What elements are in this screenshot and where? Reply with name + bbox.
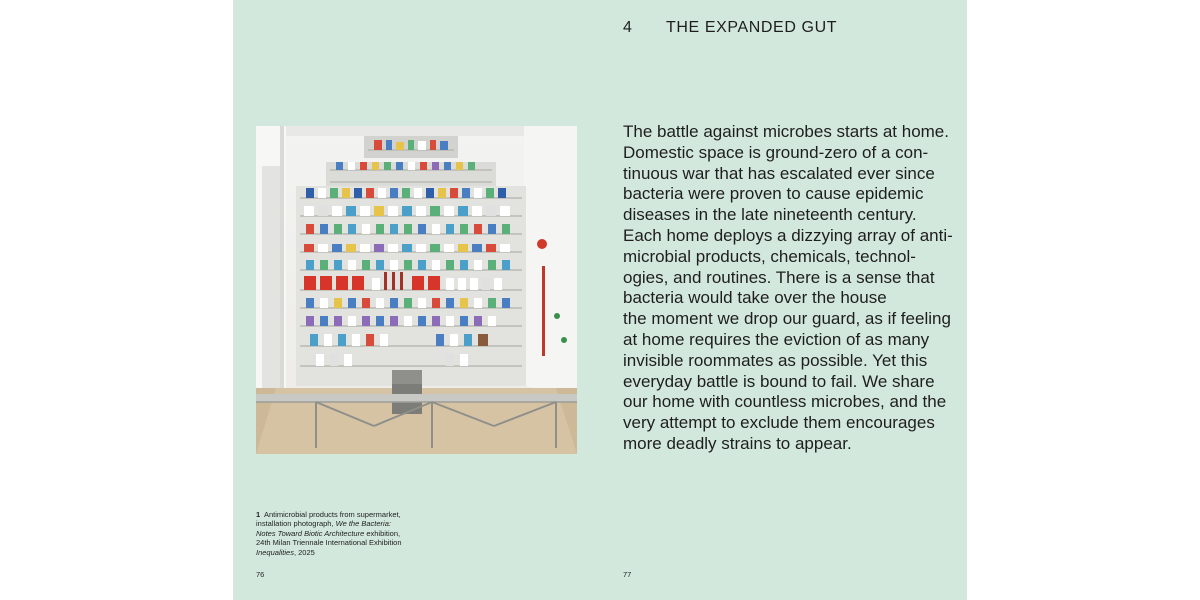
caption-text: installation photograph,	[256, 519, 336, 529]
body-line: bacteria would take over the house	[623, 288, 887, 308]
body-line: microbial products, chemicals, technol-	[623, 246, 916, 266]
body-line: Domestic space is ground-zero of a con-	[623, 142, 929, 162]
body-line: invisible roommates as possible. Yet this	[623, 350, 928, 370]
chapter-title: THE EXPANDED GUT	[666, 19, 838, 36]
body-line: Each home deploys a dizzying array of anti-	[623, 225, 953, 245]
caption-line	[256, 548, 416, 557]
caption-exhibition-title: We the Bacteria:	[335, 519, 391, 529]
caption-number: 1	[256, 510, 261, 519]
caption-exhibition-theme: Inequalities	[256, 547, 294, 557]
caption-text: , 2025	[293, 547, 315, 557]
caption-text: exhibition,	[364, 528, 401, 538]
caption-line	[256, 510, 416, 519]
body-line: ogies, and routines. There is a sense that	[623, 267, 935, 287]
body-paragraph	[623, 122, 953, 455]
body-line: our home with countless microbes, and the	[623, 392, 947, 412]
body-line: very attempt to exclude them encourages	[623, 413, 935, 433]
body-line: more deadly strains to appear.	[623, 433, 852, 453]
figure-caption	[256, 510, 416, 557]
body-line: tinuous war that has escalated ever since	[623, 163, 935, 183]
caption-line	[256, 529, 416, 538]
exhibition-photo-icon	[256, 126, 577, 454]
body-line: diseases in the late nineteenth century.	[623, 205, 917, 225]
body-line: the moment we drop our guard, as if feeling	[623, 309, 951, 329]
chapter-number: 4	[623, 19, 633, 36]
caption-text: Antimicrobial products from supermarket,	[263, 510, 401, 519]
caption-exhibition-subtitle: Notes Toward Biotic Architecture	[256, 528, 365, 538]
body-line: The battle against microbes starts at home.	[623, 122, 949, 141]
book-spread	[233, 0, 967, 600]
exhibition-photo	[256, 126, 577, 454]
caption-line: 24th Milan Triennale International Exhibition	[256, 538, 402, 548]
page-number-left: 76	[256, 570, 265, 579]
body-line: everyday battle is bound to fail. We share	[623, 371, 935, 391]
page-number-right: 77	[623, 570, 632, 579]
caption-line	[256, 519, 416, 528]
body-line: at home requires the eviction of as many	[623, 329, 930, 349]
body-line: bacteria were proven to cause epidemic	[623, 184, 924, 204]
